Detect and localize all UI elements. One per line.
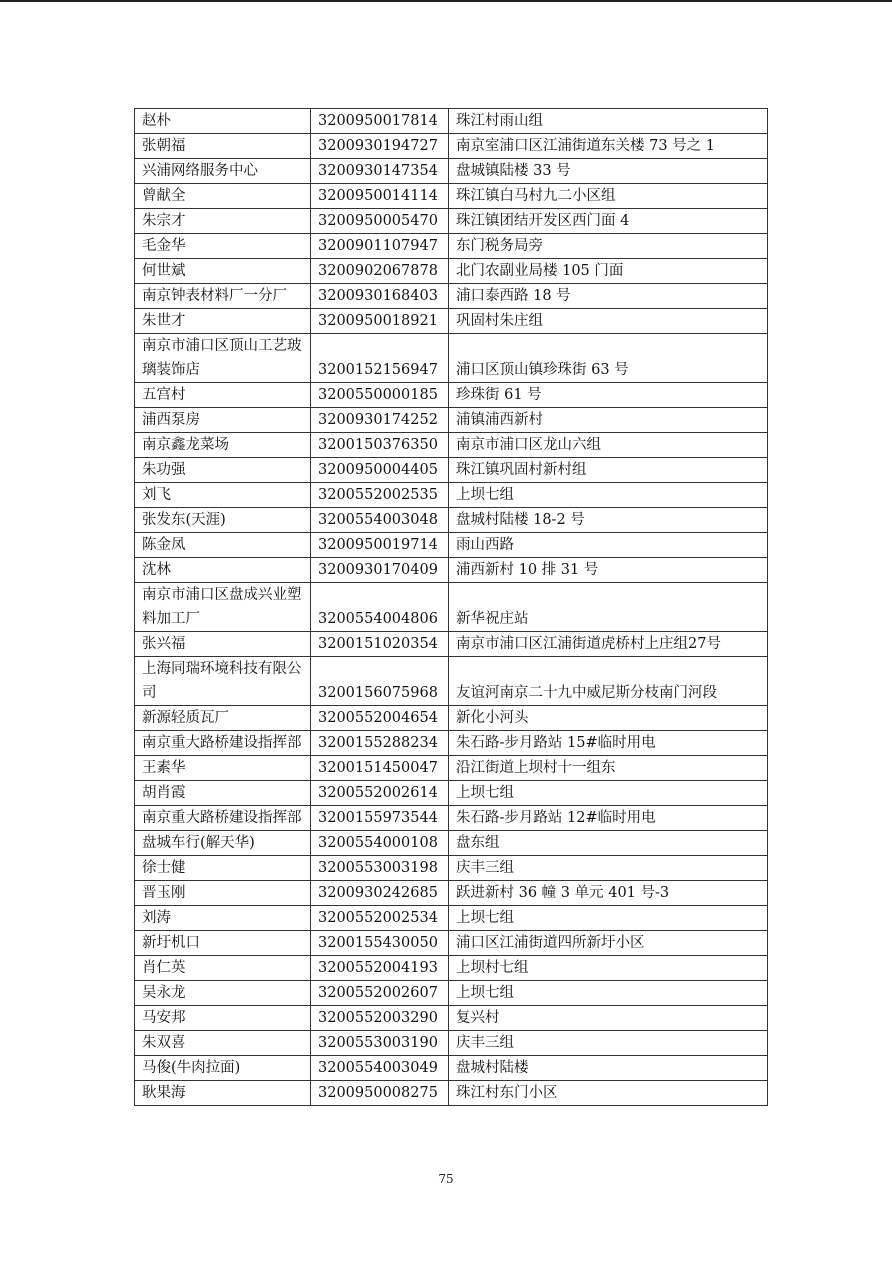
account-number-cell: 3200552002535 <box>311 483 449 508</box>
account-number-cell: 3200152156947 <box>311 334 449 383</box>
account-number-cell: 3200155973544 <box>311 806 449 831</box>
address-cell: 上坝村七组 <box>449 956 768 981</box>
address-cell: 珠江镇巩固村新村组 <box>449 458 768 483</box>
address-cell: 朱石路-步月路站 12#临时用电 <box>449 806 768 831</box>
name-cell: 吴永龙 <box>135 981 311 1006</box>
account-number-cell: 3200155288234 <box>311 731 449 756</box>
address-cell: 庆丰三组 <box>449 1031 768 1056</box>
address-cell: 珠江镇白马村九二小区组 <box>449 184 768 209</box>
address-cell: 南京室浦口区江浦街道东关楼 73 号之 1 <box>449 134 768 159</box>
name-cell: 刘飞 <box>135 483 311 508</box>
name-cell: 朱宗才 <box>135 209 311 234</box>
table-row <box>135 583 768 632</box>
account-number-cell: 3200150376350 <box>311 433 449 458</box>
address-cell: 珠江村雨山组 <box>449 109 768 134</box>
address-cell: 上坝七组 <box>449 906 768 931</box>
account-number-cell: 3200930170409 <box>311 558 449 583</box>
address-cell: 盘东组 <box>449 831 768 856</box>
table-row <box>135 508 768 533</box>
table-row <box>135 1006 768 1031</box>
table-row <box>135 209 768 234</box>
name-cell: 南京钟表材料厂一分厂 <box>135 284 311 309</box>
table-row <box>135 1056 768 1081</box>
table-row <box>135 234 768 259</box>
table-row <box>135 956 768 981</box>
account-number-cell: 3200901107947 <box>311 234 449 259</box>
account-number-cell: 3200930174252 <box>311 408 449 433</box>
table-row <box>135 831 768 856</box>
account-number-cell: 3200554000108 <box>311 831 449 856</box>
account-number-cell: 3200950005470 <box>311 209 449 234</box>
account-number-cell: 3200151020354 <box>311 632 449 657</box>
table-row <box>135 309 768 334</box>
account-number-cell: 3200950019714 <box>311 533 449 558</box>
name-cell: 毛金华 <box>135 234 311 259</box>
name-cell: 南京重大路桥建设指挥部 <box>135 731 311 756</box>
address-cell: 东门税务局旁 <box>449 234 768 259</box>
name-cell: 沈林 <box>135 558 311 583</box>
address-cell: 浦口区江浦街道四所新圩小区 <box>449 931 768 956</box>
address-cell: 珠江镇团结开发区西门面 4 <box>449 209 768 234</box>
table-row <box>135 109 768 134</box>
address-cell: 盘城村陆楼 18-2 号 <box>449 508 768 533</box>
name-cell: 南京重大路桥建设指挥部 <box>135 806 311 831</box>
account-number-cell: 3200950018921 <box>311 309 449 334</box>
name-cell: 朱功强 <box>135 458 311 483</box>
name-cell: 朱双喜 <box>135 1031 311 1056</box>
name-cell: 张朝福 <box>135 134 311 159</box>
name-cell: 兴浦网络服务中心 <box>135 159 311 184</box>
table-row <box>135 408 768 433</box>
name-cell: 浦西泵房 <box>135 408 311 433</box>
table-row <box>135 632 768 657</box>
name-cell: 胡肖霞 <box>135 781 311 806</box>
account-number-cell: 3200552002534 <box>311 906 449 931</box>
address-cell: 珍珠街 61 号 <box>449 383 768 408</box>
name-cell: 刘涛 <box>135 906 311 931</box>
account-number-cell: 3200930168403 <box>311 284 449 309</box>
table-row <box>135 1081 768 1106</box>
account-number-cell: 3200950004405 <box>311 458 449 483</box>
account-number-cell: 3200930147354 <box>311 159 449 184</box>
name-cell: 曾献全 <box>135 184 311 209</box>
account-number-cell: 3200930242685 <box>311 881 449 906</box>
name-cell: 徐士健 <box>135 856 311 881</box>
table-row <box>135 756 768 781</box>
name-cell: 王素华 <box>135 756 311 781</box>
table-row <box>135 931 768 956</box>
account-number-cell: 3200552002607 <box>311 981 449 1006</box>
address-cell: 珠江村东门小区 <box>449 1081 768 1106</box>
account-number-cell: 3200156075968 <box>311 657 449 706</box>
table-row <box>135 259 768 284</box>
address-cell: 上坝七组 <box>449 981 768 1006</box>
name-cell: 盘城车行(解天华) <box>135 831 311 856</box>
address-cell: 盘城镇陆楼 33 号 <box>449 159 768 184</box>
account-number-cell: 3200950008275 <box>311 1081 449 1106</box>
name-cell: 陈金凤 <box>135 533 311 558</box>
name-cell: 马安邦 <box>135 1006 311 1031</box>
account-number-cell: 3200554003049 <box>311 1056 449 1081</box>
address-cell: 复兴村 <box>449 1006 768 1031</box>
address-cell: 浦口区顶山镇珍珠街 63 号 <box>449 334 768 383</box>
name-cell: 马俊(牛肉拉面) <box>135 1056 311 1081</box>
table-row <box>135 134 768 159</box>
address-cell: 南京市浦口区龙山六组 <box>449 433 768 458</box>
table-row <box>135 906 768 931</box>
address-cell: 庆丰三组 <box>449 856 768 881</box>
address-cell: 盘城村陆楼 <box>449 1056 768 1081</box>
top-border-line <box>0 0 892 2</box>
name-cell: 张发东(天涯) <box>135 508 311 533</box>
table-row <box>135 184 768 209</box>
name-cell: 张兴福 <box>135 632 311 657</box>
address-cell: 友谊河南京二十九中威尼斯分枝南门河段 <box>449 657 768 706</box>
address-cell: 浦口泰西路 18 号 <box>449 284 768 309</box>
records-table <box>134 108 768 1106</box>
page-number: 75 <box>438 1172 454 1186</box>
account-number-cell: 3200552002614 <box>311 781 449 806</box>
account-number-cell: 3200553003190 <box>311 1031 449 1056</box>
address-cell: 朱石路-步月路站 15#临时用电 <box>449 731 768 756</box>
table-row <box>135 458 768 483</box>
table-row <box>135 1031 768 1056</box>
table-row <box>135 334 768 383</box>
account-number-cell: 3200930194727 <box>311 134 449 159</box>
address-cell: 巩固村朱庄组 <box>449 309 768 334</box>
account-number-cell: 3200902067878 <box>311 259 449 284</box>
address-cell: 浦镇浦西新村 <box>449 408 768 433</box>
name-cell: 晋玉刚 <box>135 881 311 906</box>
account-number-cell: 3200550000185 <box>311 383 449 408</box>
table-row <box>135 558 768 583</box>
account-number-cell: 3200950014114 <box>311 184 449 209</box>
table-row <box>135 981 768 1006</box>
name-cell: 肖仁英 <box>135 956 311 981</box>
table-row <box>135 433 768 458</box>
name-cell: 五宫村 <box>135 383 311 408</box>
address-cell: 浦西新村 10 排 31 号 <box>449 558 768 583</box>
table-row <box>135 657 768 706</box>
address-cell: 上坝七组 <box>449 781 768 806</box>
account-number-cell: 3200151450047 <box>311 756 449 781</box>
name-cell: 耿果海 <box>135 1081 311 1106</box>
table-row <box>135 881 768 906</box>
address-cell: 南京市浦口区江浦街道虎桥村上庄组27号 <box>449 632 768 657</box>
table-row <box>135 533 768 558</box>
name-cell: 新源轻质瓦厂 <box>135 706 311 731</box>
address-cell: 北门农副业局楼 105 门面 <box>449 259 768 284</box>
records-table-body <box>135 109 768 1106</box>
address-cell: 上坝七组 <box>449 483 768 508</box>
name-cell: 南京鑫龙菜场 <box>135 433 311 458</box>
account-number-cell: 3200554003048 <box>311 508 449 533</box>
account-number-cell: 3200552003290 <box>311 1006 449 1031</box>
name-cell: 新圩机口 <box>135 931 311 956</box>
name-cell: 赵朴 <box>135 109 311 134</box>
account-number-cell: 3200553003198 <box>311 856 449 881</box>
name-cell: 上海同瑞环境科技有限公司 <box>135 657 311 706</box>
address-cell: 新华祝庄站 <box>449 583 768 632</box>
account-number-cell: 3200155430050 <box>311 931 449 956</box>
table-row <box>135 483 768 508</box>
account-number-cell: 3200552004193 <box>311 956 449 981</box>
address-cell: 新化小河头 <box>449 706 768 731</box>
name-cell: 朱世才 <box>135 309 311 334</box>
table-row <box>135 806 768 831</box>
account-number-cell: 3200552004654 <box>311 706 449 731</box>
table-row <box>135 159 768 184</box>
table-row <box>135 383 768 408</box>
address-cell: 雨山西路 <box>449 533 768 558</box>
table-row <box>135 284 768 309</box>
address-cell: 跃进新村 36 幢 3 单元 401 号-3 <box>449 881 768 906</box>
account-number-cell: 3200554004806 <box>311 583 449 632</box>
name-cell: 南京市浦口区盘成兴业塑料加工厂 <box>135 583 311 632</box>
table-row <box>135 856 768 881</box>
address-cell: 沿江街道上坝村十一组东 <box>449 756 768 781</box>
table-row <box>135 706 768 731</box>
table-row <box>135 731 768 756</box>
account-number-cell: 3200950017814 <box>311 109 449 134</box>
name-cell: 南京市浦口区顶山工艺玻璃装饰店 <box>135 334 311 383</box>
table-row <box>135 781 768 806</box>
name-cell: 何世斌 <box>135 259 311 284</box>
